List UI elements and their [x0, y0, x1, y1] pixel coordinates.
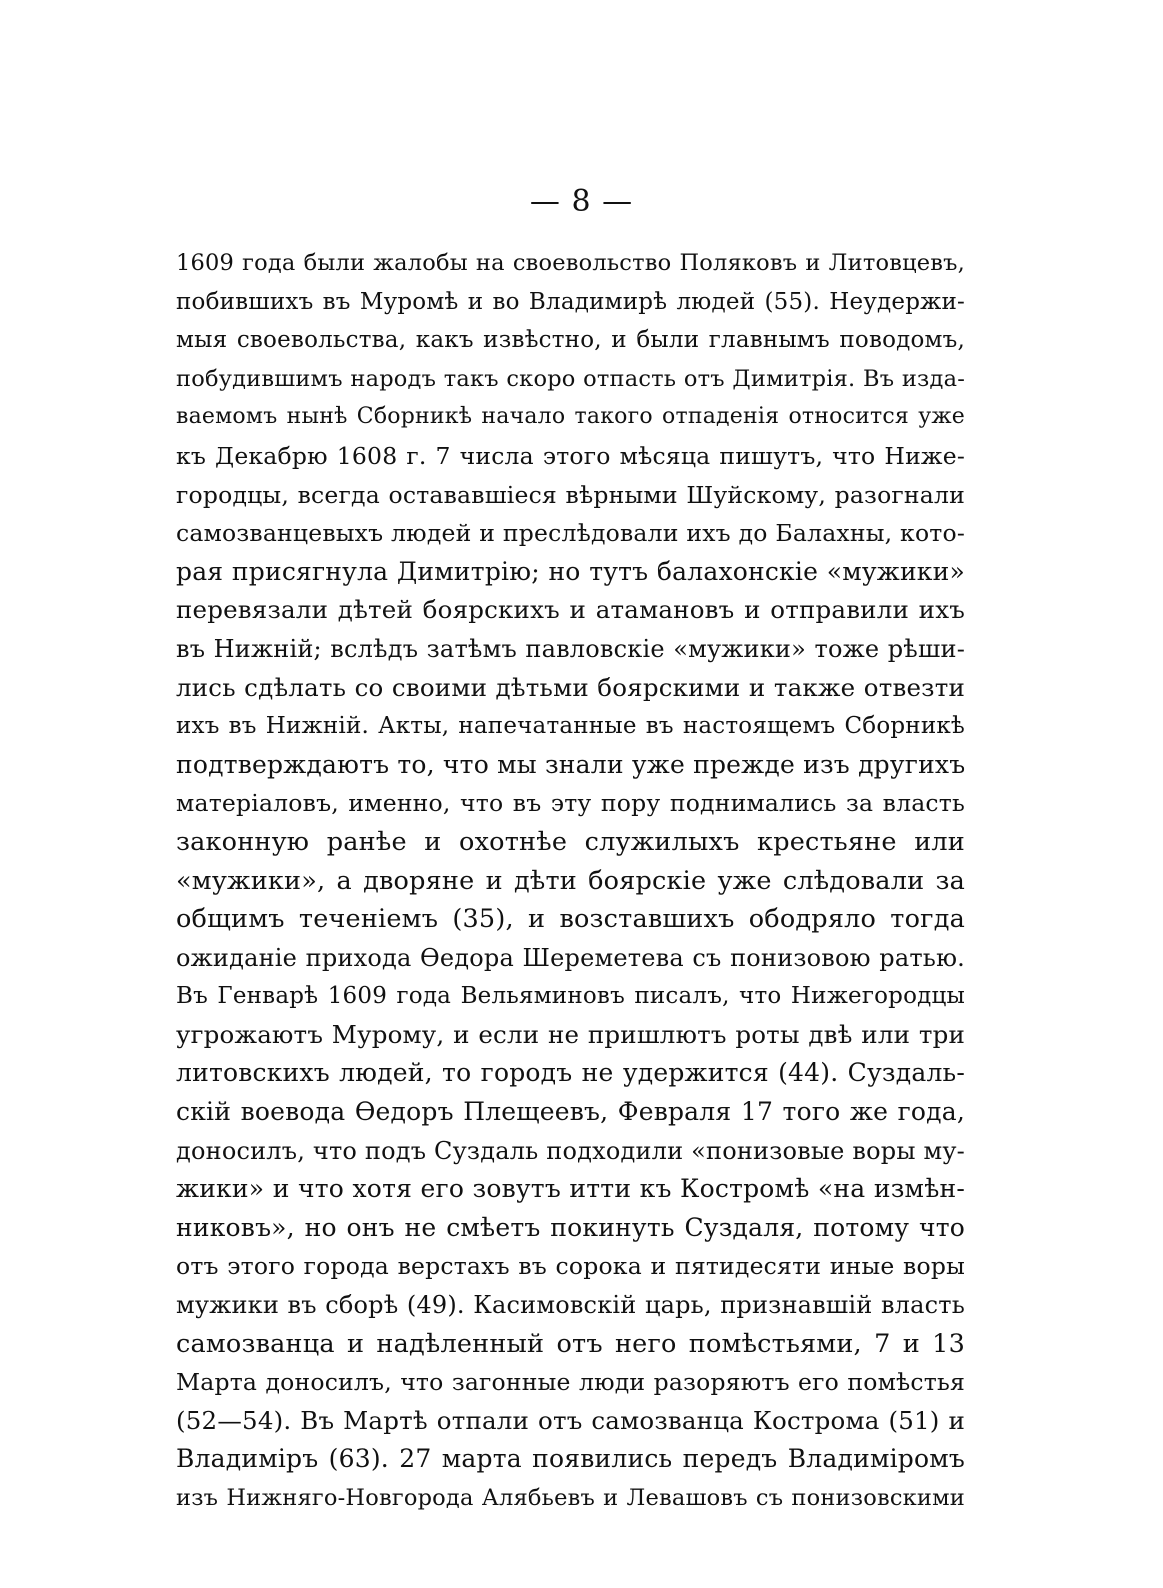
page-number: — 8 — [529, 184, 634, 219]
text-line: законную ранѣе и охотнѣе служилыхъ крестьяне или [176, 826, 965, 857]
text-line: 1609 года были жалобы на своевольство Поляковъ и Литовцевъ, [176, 250, 965, 276]
text-line: доносилъ, что подъ Суздаль подходили «понизовые воры му- [176, 1136, 965, 1165]
text-line: Въ Генварѣ 1609 года Вельяминовъ писалъ, что Нижегородцы [176, 983, 965, 1010]
text-line: въ Нижній; вслѣдъ затѣмъ павловскіе «мужики» тоже рѣши- [176, 634, 965, 663]
text-line: Владиміръ (63). 27 марта появились передъ Владиміромъ [176, 1444, 965, 1474]
text-line: «мужики», а дворяне и дѣти боярскіе уже слѣдовали за [176, 865, 965, 896]
text-line: лись сдѣлать со своими дѣтьми боярскими и также отвезти [176, 672, 965, 702]
text-line: никовъ», но онъ не смѣетъ покинуть Суздаля, потому что [176, 1212, 965, 1242]
text-line: къ Декабрю 1608 г. 7 числа этого мѣсяца пишутъ, что Ниже- [176, 441, 965, 470]
text-line: матеріаловъ, именно, что въ эту пору поднимались за власть [176, 789, 965, 818]
text-line: ваемомъ нынѣ Сборникѣ начало такого отпаденія относится уже [176, 404, 965, 430]
text-line: самозванца и надѣленный отъ него помѣстьями, 7 и 13 [176, 1328, 965, 1359]
body-text [176, 244, 965, 1518]
text-line: подтверждаютъ то, что мы знали уже прежде изъ другихъ [176, 749, 965, 779]
text-line: Марта доносилъ, что загонные люди разоряютъ его помѣстья [176, 1368, 965, 1397]
text-line: жики» и что хотя его зовутъ итти къ Костромѣ «на измѣн- [176, 1174, 965, 1204]
text-line: мужики въ сборѣ (49). Касимовскій царь, признавшій власть [176, 1291, 965, 1320]
text-line: (52—54). Въ Мартѣ отпали отъ самозванца Кострома (51) и [176, 1405, 965, 1435]
text-line: угрожаютъ Мурому, и если не пришлютъ роты двѣ или три [176, 1019, 965, 1049]
text-line: отъ этого города верстахъ въ сорока и пятидесяти иные воры [176, 1252, 965, 1281]
text-line: самозванцевыхъ людей и преслѣдовали ихъ до Балахны, кото- [176, 519, 965, 548]
text-line: ихъ въ Нижній. Акты, напечатанные въ настоящемъ Сборникѣ [176, 713, 965, 740]
text-line: рая присягнула Димитрію; но тутъ балахонскіе «мужики» [176, 556, 965, 586]
text-line: перевязали дѣтей боярскихъ и атамановъ и отправили ихъ [176, 595, 965, 625]
text-line: мыя своевольства, какъ извѣстно, и были главнымъ поводомъ, [176, 327, 965, 354]
text-line: общимъ теченіемъ (35), и возставшихъ ободряло тогда [176, 904, 965, 935]
text-line: скій воевода Ѳедоръ Плещеевъ, Февраля 17 того же года, [176, 1097, 965, 1127]
text-line: городцы, всегда остававшіеся вѣрными Шуйскому, разогнали [176, 480, 965, 509]
text-line: побудившимъ народъ такъ скоро отпасть отъ Димитрія. Въ изда- [176, 365, 965, 392]
text-line: ожиданіе прихода Ѳедора Шереметева съ понизовою ратью. [176, 943, 965, 972]
text-line: побившихъ въ Муромѣ и во Владимирѣ людей (55). Неудержи- [176, 288, 965, 315]
text-line: литовскихъ людей, то городъ не удержится (44). Суздаль- [176, 1058, 965, 1088]
text-line: изъ Нижняго-Новгорода Алябьевъ и Левашовъ съ понизовскими [176, 1485, 965, 1511]
